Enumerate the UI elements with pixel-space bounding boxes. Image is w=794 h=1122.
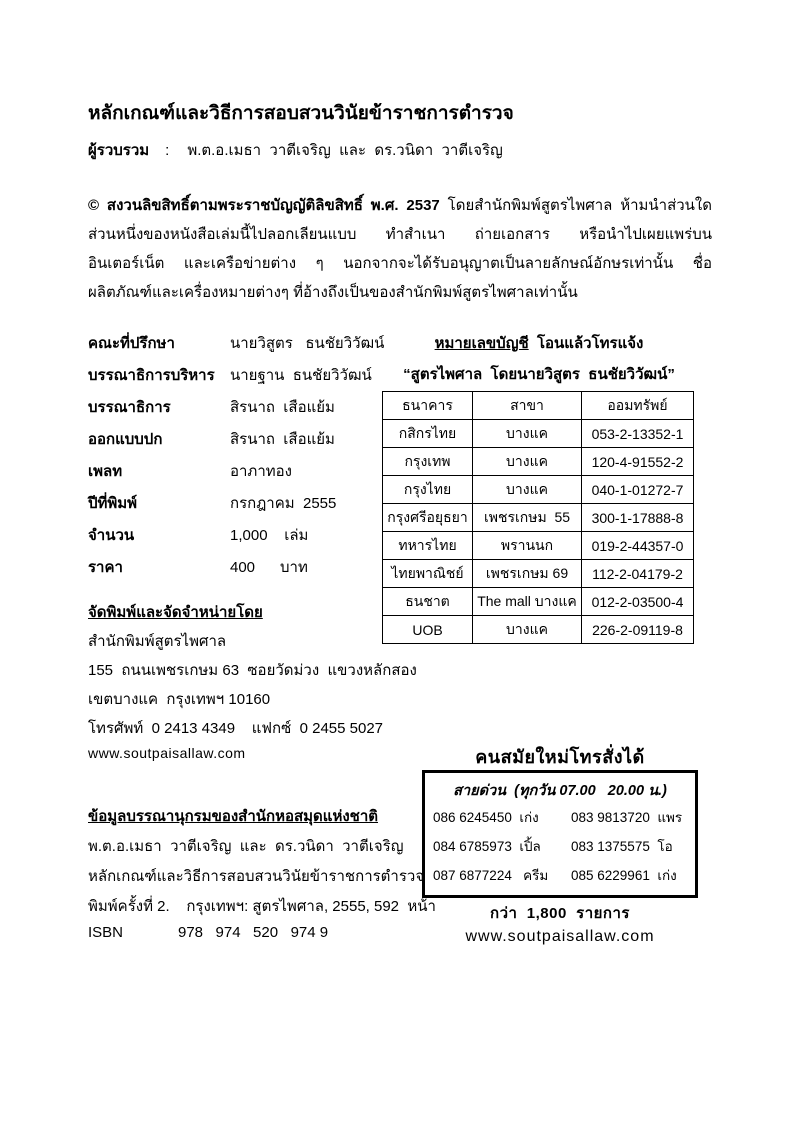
cell-bank: กรุงไทย [383, 476, 473, 504]
bibliography-section [88, 804, 448, 954]
credit-row-print-year [88, 491, 388, 523]
compiler-value: พ.ต.อ.เมธา วาตีเจริญ และ ดร.วนิดา วาตีเจริญ [187, 142, 503, 159]
table-row [383, 504, 694, 532]
table-row [383, 420, 694, 448]
cell-branch: บางแค [473, 420, 582, 448]
cell-branch: เพชรเกษม 55 [473, 504, 582, 532]
publisher-website: www.soutpaisallaw.com [88, 745, 246, 761]
publisher-address-line2: เขตบางแค กรุงเทพฯ 10160 [88, 691, 271, 708]
credit-label: บรรณาธิการบริหาร [88, 367, 215, 384]
bibliography-book-title: หลักเกณฑ์และวิธีการสอบสวนวินัยข้าราชการตำรวจ [88, 868, 425, 885]
table-row [383, 476, 694, 504]
credit-row-editor [88, 395, 388, 427]
phone-row [433, 864, 687, 893]
credit-value: สิรนาถ เสือแย้ม [230, 431, 335, 448]
order-website: www.soutpaisallaw.com [465, 928, 655, 945]
credit-row-cover-design [88, 427, 388, 459]
cell-branch: บางแค [473, 448, 582, 476]
credit-row-plate [88, 459, 388, 491]
cell-branch: เพชรเกษม 69 [473, 560, 582, 588]
credit-label: จำนวน [88, 527, 135, 544]
credit-row-advisor [88, 331, 388, 363]
cell-account-number: 012-2-03500-4 [582, 588, 694, 616]
copyright-body: โดยสำนักพิมพ์สูตรไพศาล ห้ามนำส่วนใดส่วนหนึ่งของหนังสือเล่มนี้ไปลอกเลียนแบบ ทำสำเนา ถ่ายเอกสาร หรือนำไปเผยแพร่บนอินเตอร์เน็ต และเครือข่ายต่าง ๆ นอกจากจะได้รับอนุญาตเป็นลายลักษณ์อักษรเท่านั้น ชื่อผลิตภัณฑ์และเครื่องหมายต่างๆ ที่อ้างถึงเป็นของสำนักพิมพ์สูตรไพศาลเท่านั้น [88, 197, 712, 301]
credit-value: สิรนาถ เสือแย้ม [230, 399, 335, 416]
table-header-row [383, 392, 694, 420]
phone-row [433, 806, 687, 835]
publisher-phone-fax: โทรศัพท์ 0 2413 4349 แฟกซ์ 0 2455 5027 [88, 720, 384, 737]
cell-branch: พรานนก [473, 532, 582, 560]
bank-account-table [382, 391, 694, 644]
account-heading [383, 331, 695, 355]
table-row [383, 560, 694, 588]
cell-account-number: 053-2-13352-1 [582, 420, 694, 448]
credit-value: 1,000 เล่ม [230, 527, 309, 544]
table-row [383, 588, 694, 616]
credit-row-price [88, 555, 388, 587]
compiler-line [88, 138, 503, 162]
isbn-label: ISBN [88, 924, 124, 941]
cell-bank: กสิกรไทย [383, 420, 473, 448]
account-subheading: “สูตรไพศาล โดยนายวิสูตร ธนชัยวิวัฒน์” [403, 366, 675, 383]
account-heading-rest: โอนแล้วโทรแจ้ง [528, 335, 644, 352]
column-header-savings: ออมทรัพย์ [582, 392, 694, 420]
hotline-title: สายด่วน (ทุกวัน 07.00 20.00 น.) [453, 783, 667, 799]
publisher-heading: จัดพิมพ์และจัดจำหน่ายโดย [88, 604, 263, 621]
credit-label: เพลท [88, 463, 123, 480]
cell-account-number: 120-4-91552-2 [582, 448, 694, 476]
phone-entry: 083 9813720 แพร [571, 810, 683, 825]
credit-row-managing-editor [88, 363, 388, 395]
credit-value: 400 บาท [230, 559, 308, 576]
column-header-branch: สาขา [473, 392, 582, 420]
bibliography-heading: ข้อมูลบรรณานุกรมของสำนักหอสมุดแห่งชาติ [88, 808, 379, 825]
phone-row [433, 835, 687, 864]
cell-account-number: 019-2-44357-0 [582, 532, 694, 560]
credit-label: ออกแบบปก [88, 431, 163, 448]
credit-value: นายวิสูตร ธนชัยวิวัฒน์ [230, 335, 385, 352]
publisher-address-line1: 155 ถนนเพชรเกษม 63 ซอยวัดม่วง แขวงหลักสอง [88, 662, 417, 679]
compiler-label: ผู้รวบรวม [88, 142, 150, 159]
cell-account-number: 040-1-01272-7 [582, 476, 694, 504]
table-row [383, 532, 694, 560]
phone-entry: 087 6877224 ครีม [433, 868, 549, 883]
credit-label: ราคา [88, 559, 123, 576]
table-row [383, 616, 694, 644]
cell-bank: UOB [383, 616, 473, 644]
hotline-box [422, 770, 698, 898]
phone-entry: 085 6229961 เก่ง [571, 868, 677, 883]
cell-bank: ทหารไทย [383, 532, 473, 560]
cell-account-number: 226-2-09119-8 [582, 616, 694, 644]
isbn-value: 978 974 520 974 9 [178, 924, 329, 941]
cell-branch: บางแค [473, 476, 582, 504]
account-heading-underlined: หมายเลขบัญชี [434, 335, 529, 352]
credit-value: นายฐาน ธนชัยวิวัฒน์ [230, 367, 372, 384]
order-headline: คนสมัยใหม่โทรสั่งได้ [475, 747, 645, 767]
credit-label: คณะที่ปรึกษา [88, 335, 175, 352]
credit-value: กรกฎาคม 2555 [230, 495, 337, 512]
copyright-lead: © สงวนลิขสิทธิ์ตามพระราชบัญญัติลิขสิทธิ์ พ.ศ. 2537 [88, 197, 440, 214]
copyright-paragraph [88, 191, 712, 307]
column-header-bank: ธนาคาร [383, 392, 473, 420]
phone-entry: 083 1375575 โอ [571, 839, 673, 854]
account-header [383, 331, 695, 386]
cell-branch: The mall บางแค [473, 588, 582, 616]
page-title: หลักเกณฑ์และวิธีการสอบสวนวินัยข้าราชการตำรวจ [88, 103, 514, 124]
credit-value: อาภาทอง [230, 463, 292, 480]
bibliography-edition: พิมพ์ครั้งที่ 2. กรุงเทพฯ: สูตรไพศาล, 2555, 592 หน้า [88, 898, 436, 915]
publisher-section [88, 600, 418, 774]
phone-entry: 084 6785973 เปิ้ล [433, 839, 541, 854]
credits-list [88, 331, 388, 587]
bibliography-authors: พ.ต.อ.เมธา วาตีเจริญ และ ดร.วนิดา วาตีเจริญ [88, 838, 404, 855]
cell-branch: บางแค [473, 616, 582, 644]
catalog-count-note: กว่า 1,800 รายการ [490, 905, 630, 922]
bibliography-isbn-line [88, 924, 448, 954]
table-row [383, 448, 694, 476]
cell-account-number: 112-2-04179-2 [582, 560, 694, 588]
cell-bank: กรุงเทพ [383, 448, 473, 476]
cell-bank: กรุงศรีอยุธยา [383, 504, 473, 532]
publisher-name: สำนักพิมพ์สูตรไพศาล [88, 633, 227, 650]
credit-label: บรรณาธิการ [88, 399, 171, 416]
credit-row-quantity [88, 523, 388, 555]
cell-bank: ไทยพาณิชย์ [383, 560, 473, 588]
credit-label: ปีที่พิมพ์ [88, 495, 138, 512]
phone-entry: 086 6245450 เก่ง [433, 810, 539, 825]
cell-bank: ธนชาต [383, 588, 473, 616]
compiler-colon: : [165, 142, 170, 159]
cell-account-number: 300-1-17888-8 [582, 504, 694, 532]
